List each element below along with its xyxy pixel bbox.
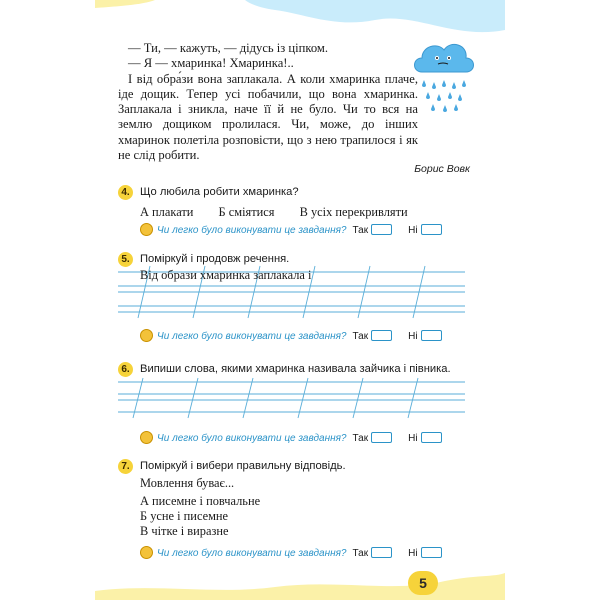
yes-checkbox[interactable] bbox=[371, 547, 392, 558]
task-7-question: Поміркуй і вибери правильну відповідь. bbox=[140, 460, 346, 472]
no-checkbox[interactable] bbox=[421, 547, 442, 558]
bottom-wave-decoration bbox=[95, 565, 505, 600]
task-6-question: Випиши слова, якими хмаринка називала зайчика і півника. bbox=[140, 363, 451, 375]
task-7-self-check bbox=[140, 547, 452, 561]
self-check-question: Чи легко було виконувати це завдання? bbox=[157, 433, 347, 445]
task-5-self-check bbox=[140, 330, 452, 344]
task-4-question: Що любила робити хмаринка? bbox=[140, 186, 299, 198]
task-7-prompt: Мовлення буває... bbox=[140, 476, 235, 490]
task-4-number: 4. bbox=[118, 185, 133, 200]
yes-label: Так bbox=[352, 225, 369, 237]
no-label: Ні bbox=[408, 225, 418, 237]
yes-label: Так bbox=[352, 331, 369, 343]
task-7-option-b[interactable]: Б усне і писемне bbox=[140, 509, 229, 523]
no-checkbox[interactable] bbox=[421, 432, 442, 443]
task-4-option-c[interactable]: В усіх перекривляти bbox=[299, 205, 408, 219]
task-6-number: 6. bbox=[118, 362, 133, 377]
task-4-option-a[interactable]: А плакати bbox=[140, 205, 194, 219]
task-5-question: Поміркуй і продовж речення. bbox=[140, 253, 290, 265]
yes-label: Так bbox=[352, 433, 369, 445]
self-check-question: Чи легко було виконувати це завдання? bbox=[157, 331, 347, 343]
top-wave-decoration bbox=[95, 0, 505, 40]
self-check-question: Чи легко було виконувати це завдання? bbox=[157, 548, 347, 560]
no-label: Ні bbox=[408, 548, 418, 560]
no-label: Ні bbox=[408, 433, 418, 445]
no-label: Ні bbox=[408, 331, 418, 343]
no-checkbox[interactable] bbox=[421, 330, 442, 341]
task-7-number: 7. bbox=[118, 459, 133, 474]
task-6-writing-lines[interactable] bbox=[118, 374, 465, 422]
task-7-option-a[interactable]: А писемне і повчальне bbox=[140, 494, 261, 508]
task-5-number: 5. bbox=[118, 252, 133, 267]
task-5-answer-start: Від образи хмаринка заплакала і bbox=[140, 268, 312, 282]
yes-checkbox[interactable] bbox=[371, 330, 392, 341]
task-4-self-check bbox=[140, 224, 452, 238]
self-check-question: Чи легко було виконувати це завдання? bbox=[157, 225, 347, 237]
story-line-2: — Я — хмаринка! Хмаринка!.. bbox=[128, 56, 294, 71]
story-line-1: — Ти, — кажуть, — дідусь із ціпком. bbox=[128, 41, 329, 55]
yes-checkbox[interactable] bbox=[371, 432, 392, 443]
task-4-options bbox=[140, 205, 408, 220]
page-number: 5 bbox=[408, 571, 438, 595]
task-4-option-b[interactable]: Б сміятися bbox=[218, 205, 275, 219]
story-author: Борис Вовк bbox=[414, 163, 470, 175]
smiley-icon bbox=[140, 329, 153, 342]
yes-label: Так bbox=[352, 548, 369, 560]
crying-cloud-icon bbox=[408, 38, 478, 112]
story-line-3: І від обра́зи вона заплакала. А коли хмаринка плаче, іде дощик. Тепер усі побачили, що вона хмаринка. Заплакала і зникла, наче її й не було. Чи то вся на землю дощиком пролилася. Чи, може, до інших хмаринок полетіла розповісти, що з нею трапилося і як не слід робити. bbox=[118, 71, 418, 163]
smiley-icon bbox=[140, 546, 153, 559]
story-text bbox=[118, 41, 418, 163]
smiley-icon bbox=[140, 223, 153, 236]
yes-checkbox[interactable] bbox=[371, 224, 392, 235]
smiley-icon bbox=[140, 431, 153, 444]
task-6-self-check bbox=[140, 432, 452, 446]
task-7-option-c[interactable]: В чітке і виразне bbox=[140, 524, 229, 538]
no-checkbox[interactable] bbox=[421, 224, 442, 235]
